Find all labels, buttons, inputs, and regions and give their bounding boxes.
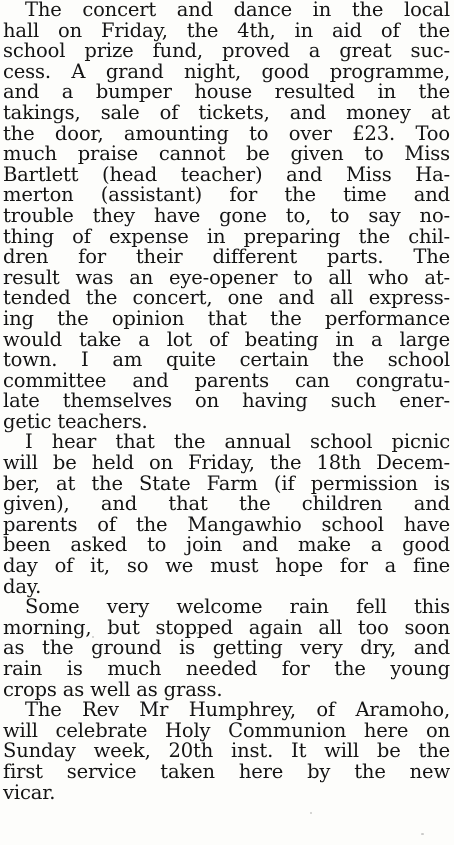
text-line: town. I am quite certain the school <box>3 348 450 372</box>
text-line: merton (assistant) for the time and <box>3 183 450 207</box>
text-line: takings, sale of tickets, and money at <box>3 100 450 124</box>
text-line: been asked to join and make a good <box>3 533 450 557</box>
text-line: committee and parents can congratu- <box>3 368 450 392</box>
ink-speckle <box>421 833 424 835</box>
text-line: first service taken here by the new <box>3 759 450 783</box>
ink-speckle <box>196 632 199 634</box>
text-line: Bartlett (head teacher) and Miss Ha- <box>3 162 450 186</box>
text-line: much praise cannot be given to Miss <box>3 142 450 166</box>
article-paragraph <box>3 597 450 700</box>
text-line: late themselves on having such ener- <box>3 389 450 413</box>
text-line: day of it, so we must hope for a fine <box>3 554 450 578</box>
text-line: parents of the Mangawhio school have <box>3 512 450 536</box>
text-line: and a bumper house resulted in the <box>3 80 450 104</box>
text-line: given), and that the children and <box>3 492 450 516</box>
text-line: ing the opinion that the performance <box>3 306 450 330</box>
text-line: I hear that the annual school picnic <box>25 430 450 454</box>
text-line: tended the concert, one and all express- <box>3 286 450 310</box>
text-line: crops as well as grass. <box>3 677 223 701</box>
article-paragraph <box>3 0 450 432</box>
text-line: ber, at the State Farm (if permission is <box>3 471 450 495</box>
ink-speckle <box>92 636 94 638</box>
text-line: Some very welcome rain fell this <box>25 595 450 619</box>
text-line: rain is much needed for the young <box>3 657 450 680</box>
text-line: will celebrate Holy Communion here on <box>3 718 450 742</box>
text-line: vicar. <box>3 780 56 804</box>
text-line: thing of expense in preparing the chil- <box>3 224 450 248</box>
ink-speckle <box>310 812 312 814</box>
text-line: dren for their different parts. The <box>3 245 450 269</box>
text-line: The concert and dance in the local <box>25 0 450 21</box>
text-line: result was an eye-opener to all who at- <box>3 265 450 289</box>
text-line: trouble they have gone to, to say no- <box>3 203 450 227</box>
text-line: school prize fund, proved a great suc- <box>3 39 450 63</box>
text-line: getic teachers. <box>3 409 148 433</box>
text-line: morning, but stopped again all too soon <box>3 615 450 639</box>
text-line: the door, amounting to over £23. Too <box>3 121 450 145</box>
text-line: The Rev Mr Humphrey, of Aramoho, <box>25 698 450 722</box>
article-body <box>3 0 450 803</box>
text-line: will be held on Friday, the 18th Decem- <box>3 451 450 475</box>
article-paragraph <box>3 700 450 803</box>
text-line: hall on Friday, the 4th, in aid of the <box>3 18 450 42</box>
text-line: day. <box>3 574 42 598</box>
text-line: as the ground is getting very dry, and <box>3 636 450 660</box>
article-paragraph <box>3 432 450 597</box>
text-line: Sunday week, 20th inst. It will be the <box>3 739 450 763</box>
text-line: cess. A grand night, good programme, <box>3 59 450 83</box>
text-line: would take a lot of beating in a large <box>3 327 450 351</box>
